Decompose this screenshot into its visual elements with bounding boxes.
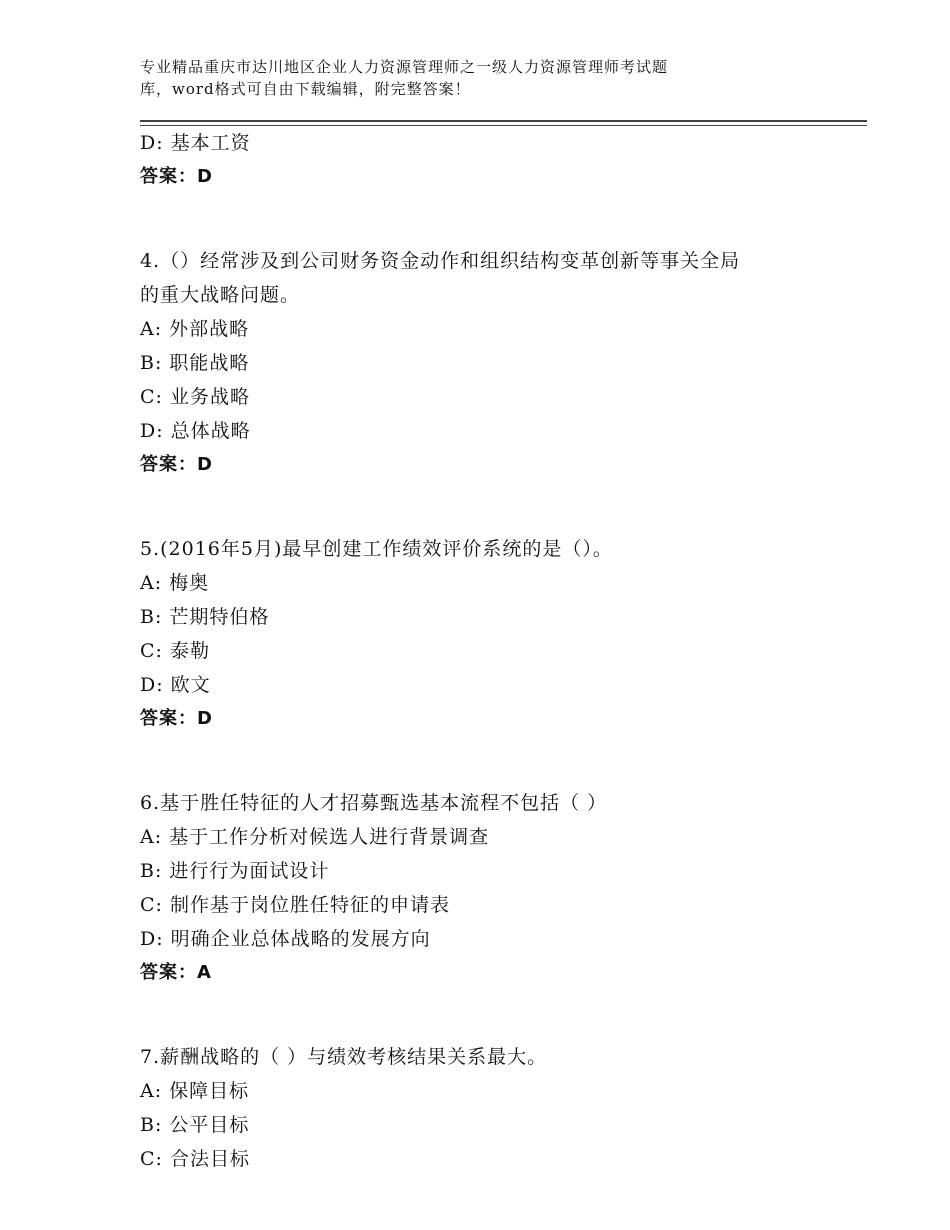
q4-stem-line-1: 4.（）经常涉及到公司财务资金动作和组织结构变革创新等事关全局	[140, 250, 741, 272]
q6-option-b: B: 进行行为面试设计	[140, 860, 330, 882]
q7-option-a: A: 保障目标	[140, 1080, 250, 1102]
q7-option-c: C: 合法目标	[140, 1148, 250, 1170]
q5-option-c: C: 泰勒	[140, 640, 210, 662]
q5-answer: 答案：D	[140, 708, 213, 729]
header-line-2: 库，word格式可自由下载编辑，附完整答案！	[140, 80, 471, 98]
q7-option-b: B: 公平目标	[140, 1114, 250, 1136]
q4-option-d: D: 总体战略	[140, 420, 251, 442]
header-rule-thick	[140, 120, 867, 122]
q6-answer: 答案：A	[140, 962, 212, 983]
question-content	[140, 126, 820, 1176]
q6-option-c: C: 制作基于岗位胜任特征的申请表	[140, 894, 450, 916]
question-7	[140, 1040, 820, 1176]
q3-option-d: D: 基本工资	[140, 132, 251, 154]
q5-stem: 5.(2016年5月)最早创建工作绩效评价系统的是（）。	[140, 538, 613, 560]
page-header	[140, 56, 820, 100]
question-6	[140, 786, 820, 990]
q6-stem: 6.基于胜任特征的人才招募甄选基本流程不包括（ ）	[140, 792, 608, 814]
q5-option-b: B: 芒期特伯格	[140, 606, 270, 628]
q6-option-a: A: 基于工作分析对候选人进行背景调查	[140, 826, 490, 848]
question-4	[140, 244, 820, 482]
header-line-1: 专业精品重庆市达川地区企业人力资源管理师之一级人力资源管理师考试题	[140, 58, 669, 76]
q4-option-b: B: 职能战略	[140, 352, 250, 374]
q4-option-a: A: 外部战略	[140, 318, 250, 340]
q6-option-d: D: 明确企业总体战略的发展方向	[140, 928, 431, 950]
q5-option-a: A: 梅奥	[140, 572, 210, 594]
q4-answer: 答案：D	[140, 454, 213, 475]
q4-stem-line-2: 的重大战略问题。	[140, 284, 301, 306]
q7-stem: 7.薪酬战略的（ ）与绩效考核结果关系最大。	[140, 1046, 548, 1068]
question-3-tail	[140, 126, 820, 194]
question-5	[140, 532, 820, 736]
q3-answer: 答案：D	[140, 166, 213, 187]
q5-option-d: D: 欧文	[140, 674, 211, 696]
q4-option-c: C: 业务战略	[140, 386, 250, 408]
